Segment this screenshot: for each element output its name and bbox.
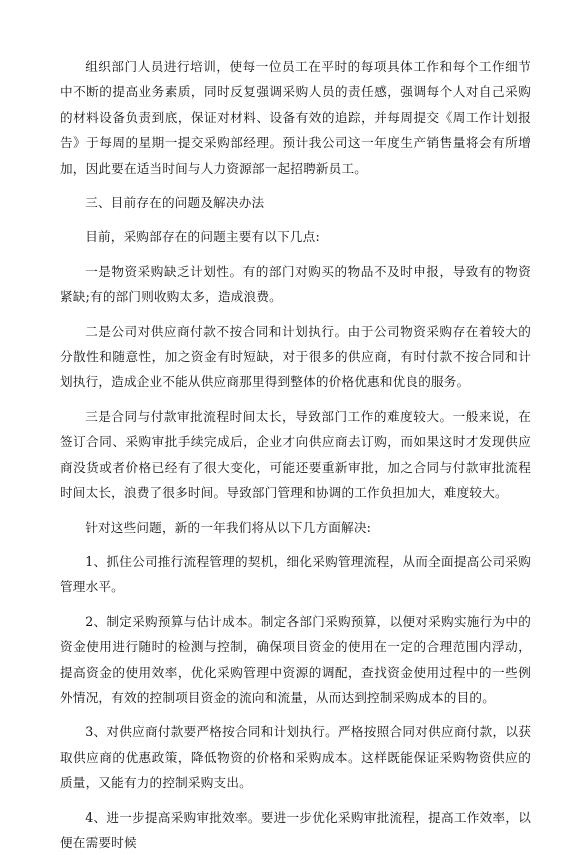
paragraph-solution-3: 3、对供应商付款要严格按合同和计划执行。严格按照合同对供应商付款，以获取供应商的优惠政策，降低物资的价格和采购成本。这样既能保证采购物资供应的质量，又能有力的控制采购支出。 bbox=[60, 724, 531, 791]
paragraph-training: 组织部门人员进行培训，使每一位员工在平时的每项具体工作和每个工作细节中不断的提高业务素质，同时反复强调采购人员的责任感，强调每个人对自己采购的材料设备负责到底，保证对材料、设备有效的追踪，并每周提交《周工作计划报告》于每周的星期一提交采购部经理。预计我公司这一年度生产销售量将会有所增加，因此要在适当时间与人力资源部一起招聘新员工。 bbox=[60, 59, 531, 176]
paragraph-solution-2: 2、制定采购预算与估计成本。制定各部门采购预算，以便对采购实施行为中的资金使用进行随时的检测与控制，确保项目资金的使用在一定的合理范围内浮动，提高资金的使用效率，优化采购管理中资源的调配，查找资金使用过程中的一些例外情况，有效的控制项目资金的流向和流量，从而达到控制采购成本的目的。 bbox=[60, 613, 531, 705]
paragraph-solution-1: 1、抓住公司推行流程管理的契机，细化采购管理流程，从而全面提高公司采购管理水平。 bbox=[60, 553, 531, 595]
paragraph-problems-intro: 目前，采购部存在的问题主要有以下几点: bbox=[85, 229, 320, 245]
paragraph-problem-3: 三是合同与付款审批流程时间太长，导致部门工作的难度较大。一般来说，在签订合同、采购审批手续完成后，企业才向供应商去订购，而如果这时才发现供应商没货或者价格已经有了很大变化，可能还要重新审批，加之合同与付款审批流程时间太长，浪费了很多时间。导致部门管理和协调的工作负担加大，难度较大。 bbox=[60, 408, 531, 501]
paragraph-problem-1: 一是物资采购缺乏计划性。有的部门对购买的物品不及时申报，导致有的物资紧缺;有的部门则收购太多，造成浪费。 bbox=[60, 263, 531, 305]
section-heading-problems: 三、目前存在的问题及解决办法 bbox=[85, 195, 265, 211]
paragraph-problem-2: 二是公司对供应商付款不按合同和计划执行。由于公司物资采购存在着较大的分散性和随意性，加之资金有时短缺，对于很多的供应商，有时付款不按合同和计划执行，造成企业不能从供应商那里得到整体的价格优惠和优良的服务。 bbox=[60, 323, 531, 390]
paragraph-solution-4: 4、进一步提高采购审批效率。要进一步优化采购审批流程，提高工作效率，以便在需要时候 bbox=[60, 809, 531, 850]
paragraph-solutions-intro: 针对这些问题，新的一年我们将从以下几方面解决: bbox=[85, 519, 372, 535]
